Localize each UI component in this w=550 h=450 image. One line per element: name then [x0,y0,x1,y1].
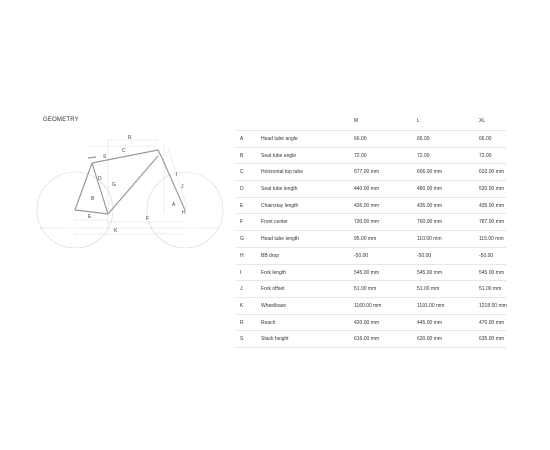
label-j: J [181,184,184,190]
table-row: D Seat tube length 440.00 mm 480.00 mm 520.00 mm [236,180,506,197]
table-row: H BB drop -50.00 -50.00 -50.00 [236,247,506,264]
label-c: C [122,148,126,154]
label-h: H [182,210,186,216]
label-i: I [176,172,178,178]
page-title: GEOMETRY [43,117,79,123]
table-row: F Front center 730.00 mm 760.00 mm 787.00 mm [236,213,506,230]
table-header [236,116,506,130]
label-f: F [146,216,150,222]
measurement-lines [40,140,220,234]
frame [75,150,185,214]
table-row: S Stack height 616.00 mm 630.00 mm 635.00 mm [236,330,506,348]
label-a: A [172,202,176,208]
label-r: R [128,135,132,141]
col-header-m: M [354,118,359,124]
table-row: K Wheelbase 1160.00 mm 1191.00 mm 1218.00 mm [236,297,506,314]
table-row: R Reach 420.00 mm 445.00 mm 470.00 mm [236,314,506,331]
label-k: K [114,228,118,234]
table-row: C Horizontal top tube 577.00 mm 606.00 mm 632.00 mm [236,163,506,180]
geometry-table [236,116,506,348]
label-e: E [88,214,92,220]
label-s: S [103,154,107,160]
label-g: G [112,182,116,188]
table-row: E Chainstay length 435.00 mm 435.00 mm 435.00 mm [236,197,506,214]
table-row: J Fork offset 51.00 mm 51.00 mm 51.00 mm [236,280,506,297]
bike-geometry-diagram [30,128,230,248]
label-d: D [98,176,102,182]
table-row: G Head tube length 95.00 mm 110.00 mm 115.00 mm [236,230,506,247]
col-header-l: L [417,118,420,124]
table-row: A Head tube angle 66.00 66.00 66.00 [236,130,506,147]
col-header-xl: XL [479,118,486,124]
table-row: I Fork length 545.00 mm 545.00 mm 545.00 mm [236,264,506,281]
label-b: B [91,196,95,202]
table-row: B Seat tube angle 72.00 72.00 72.00 [236,147,506,164]
